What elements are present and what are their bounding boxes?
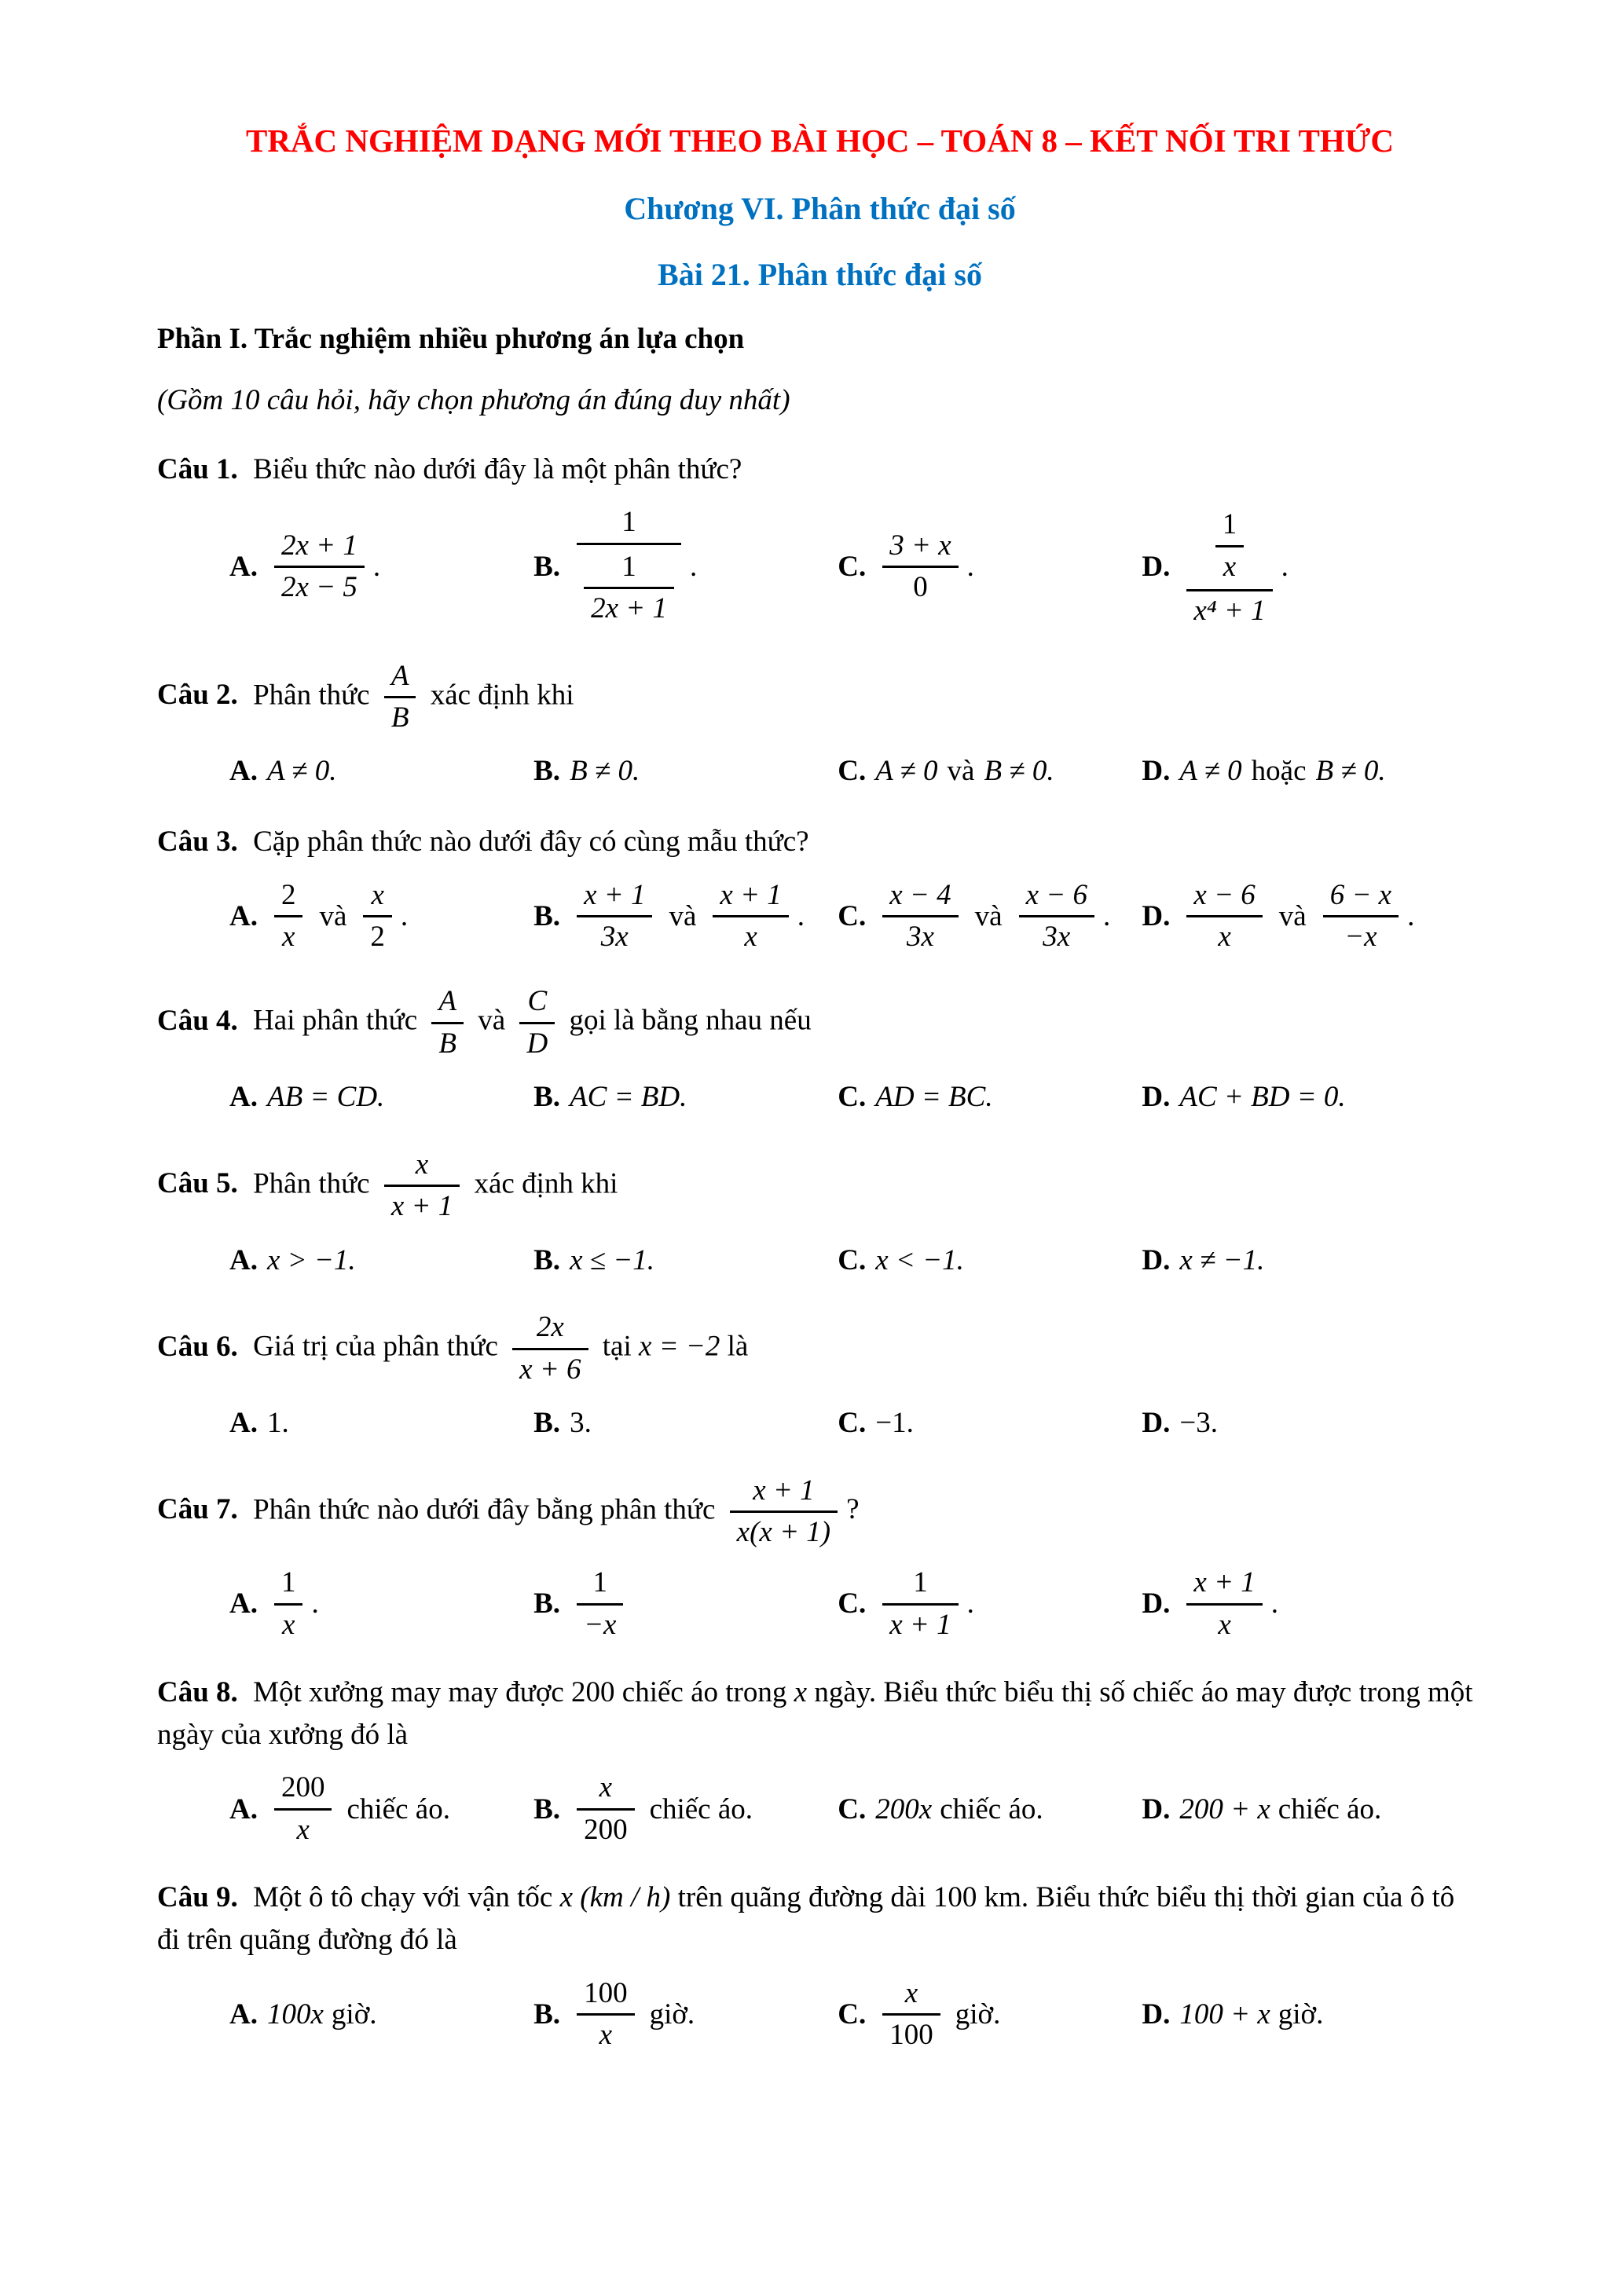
option-label: B. [533, 551, 561, 584]
frac-denominator: x [1215, 545, 1245, 585]
q5-option-a [229, 1240, 533, 1282]
fraction [882, 528, 958, 606]
question-label: Câu 1. [157, 452, 238, 485]
question-math: x (km / h) [559, 1881, 671, 1914]
option-suffix: . [400, 899, 409, 932]
option-label: C. [838, 899, 867, 932]
option-text: 200x [875, 1792, 933, 1825]
q6-option-d [1142, 1402, 1483, 1445]
frac-denominator: 100 [882, 2013, 940, 2053]
frac-numerator: 6 − x [1329, 878, 1392, 911]
q6-option-a [229, 1402, 533, 1445]
option-label: D. [1142, 1998, 1171, 2031]
option-label: C. [838, 1587, 867, 1620]
frac-denominator: x + 1 [384, 1185, 460, 1225]
frac-numerator: 1 [280, 1566, 296, 1599]
option-suffix: giờ. [331, 1998, 377, 2031]
option-label: B. [533, 1243, 561, 1276]
fraction [1186, 1565, 1262, 1643]
option-suffix: chiếc áo. [940, 1792, 1043, 1825]
q7-option-b [533, 1565, 838, 1643]
option-label: C. [838, 551, 867, 584]
section-note: (Gồm 10 câu hỏi, hãy chọn phương án đúng duy nhất) [157, 384, 790, 417]
frac-numerator: x − 6 [1025, 878, 1087, 911]
frac-denominator: x⁴ + 1 [1186, 589, 1272, 629]
q1-option-d [1142, 504, 1483, 629]
fraction [363, 877, 392, 956]
q1-option-c [838, 528, 1142, 606]
fraction [713, 877, 788, 956]
question-text: Phân thức [253, 1167, 370, 1200]
frac-denominator: D [519, 1022, 555, 1062]
q8-options [157, 1770, 1483, 1848]
frac-denominator: 200 [577, 1808, 635, 1848]
frac-numerator: 2 [280, 878, 296, 911]
frac-numerator: 1 [913, 1566, 928, 1599]
option-text: và [947, 755, 975, 788]
option-label: B. [533, 755, 561, 788]
option-label: C. [838, 1243, 867, 1276]
q4-option-a [229, 1076, 533, 1119]
frac-numerator: 1 [621, 550, 636, 583]
q5-option-b [533, 1240, 838, 1282]
q2-option-b [533, 750, 838, 793]
question-text: ? [846, 1493, 860, 1526]
question-label: Câu 9. [157, 1881, 238, 1914]
question-text: Giá trị của phân thức [253, 1330, 498, 1363]
option-suffix: . [1281, 551, 1289, 584]
option-text: B ≠ 0. [1315, 755, 1386, 788]
question-5 [157, 1147, 1483, 1225]
frac-denominator: x [1186, 915, 1262, 955]
option-label: C. [838, 1081, 867, 1114]
option-label: A. [229, 1998, 258, 2031]
q6-option-c [838, 1402, 1142, 1445]
frac-denominator [577, 543, 681, 630]
frac-denominator: 3x [1019, 915, 1094, 955]
option-suffix: giờ. [649, 1998, 695, 2031]
question-label: Câu 4. [157, 1004, 238, 1037]
option-suffix: . [311, 1587, 319, 1620]
frac-numerator: x − 6 [1193, 878, 1256, 911]
frac-numerator: 1 [621, 506, 636, 539]
question-text: là [727, 1330, 749, 1363]
frac-numerator: x − 4 [889, 878, 951, 911]
frac-numerator: x + 1 [1193, 1566, 1256, 1599]
option-text: AB = CD. [266, 1081, 385, 1114]
option-label: A. [229, 899, 258, 932]
q3-option-d [1142, 877, 1483, 956]
frac-denominator: −x [1323, 915, 1399, 955]
question-9 [157, 1877, 1483, 1961]
frac-numerator [1186, 504, 1272, 589]
option-label: A. [229, 551, 258, 584]
question-text: gọi là bằng nhau nếu [569, 1004, 812, 1037]
q2-option-d [1142, 750, 1483, 793]
option-suffix: . [797, 899, 805, 932]
fraction [431, 983, 464, 1062]
option-text: 200 + x [1179, 1792, 1270, 1825]
frac-denominator: x [274, 1808, 332, 1848]
q3-option-a [229, 877, 533, 956]
option-label: A. [229, 1407, 258, 1439]
fraction [577, 504, 681, 629]
frac-numerator: A [390, 659, 409, 692]
option-text: AD = BC. [875, 1081, 993, 1114]
fraction [882, 1976, 940, 2054]
option-suffix: giờ. [1278, 1998, 1324, 2031]
option-text: −3. [1179, 1407, 1219, 1439]
frac-numerator: x + 1 [753, 1474, 815, 1507]
option-label: B. [533, 1998, 561, 2031]
section-heading: Phần I. Trắc nghiệm nhiều phương án lựa chọn [157, 323, 745, 356]
frac-numerator: x [599, 1771, 613, 1804]
frac-denominator: x + 1 [882, 1603, 958, 1643]
option-text: hoặc [1251, 755, 1307, 788]
option-label: D. [1142, 899, 1171, 932]
option-label: B. [533, 1081, 561, 1114]
fraction [274, 1770, 332, 1848]
frac-denominator: 0 [882, 566, 958, 606]
option-suffix: . [966, 551, 974, 584]
option-label: D. [1142, 1407, 1171, 1439]
question-label: Câu 8. [157, 1676, 238, 1709]
option-label: C. [838, 1792, 867, 1825]
option-text: x > −1. [266, 1243, 356, 1276]
frac-denominator: 3x [577, 915, 652, 955]
frac-denominator: x [577, 2013, 635, 2053]
question-text: và [478, 1004, 506, 1037]
q8-option-a [229, 1770, 533, 1848]
q3-option-c [838, 877, 1142, 956]
fraction [384, 1147, 460, 1225]
option-suffix: . [372, 551, 381, 584]
frac-numerator: A [438, 985, 457, 1018]
question-text: tại [602, 1330, 632, 1363]
option-text: và [319, 899, 347, 932]
fraction [274, 877, 303, 956]
option-text: 100x [266, 1998, 324, 2031]
option-text: B ≠ 0. [984, 755, 1054, 788]
question-label: Câu 2. [157, 678, 238, 711]
question-text: ngày. Biểu thức biểu thị số chiếc áo may được trong một ngày của xưởng đó là [157, 1676, 1473, 1751]
q2-option-c [838, 750, 1142, 793]
frac-numerator: 200 [280, 1771, 325, 1804]
q3-options [157, 877, 1483, 956]
option-label: C. [838, 1998, 867, 2031]
question-4 [157, 983, 1483, 1062]
option-text: −1. [875, 1407, 914, 1439]
option-label: D. [1142, 1792, 1171, 1825]
question-label: Câu 3. [157, 825, 238, 858]
option-text: AC + BD = 0. [1179, 1081, 1346, 1114]
option-label: D. [1142, 551, 1171, 584]
question-math: x = −2 [639, 1330, 720, 1363]
q8-option-c [838, 1789, 1142, 1831]
option-suffix: chiếc áo. [1278, 1792, 1382, 1825]
q9-option-d [1142, 1994, 1483, 2036]
option-label: A. [229, 1792, 258, 1825]
option-label: C. [838, 1407, 867, 1439]
q2-option-a [229, 750, 533, 793]
q6-options [157, 1402, 1483, 1445]
q5-option-d [1142, 1240, 1483, 1282]
option-label: C. [838, 755, 867, 788]
q7-options [157, 1565, 1483, 1643]
frac-denominator: 3x [882, 915, 958, 955]
question-text: trên quãng đường dài 100 km. Biểu thức biểu thị thời gian của ô tô đi trên quãng đường đó là [157, 1881, 1455, 1956]
frac-denominator: x [274, 1603, 303, 1643]
nested-fraction [584, 549, 674, 628]
option-label: B. [533, 1587, 561, 1620]
q7-option-d [1142, 1565, 1483, 1643]
question-text: Hai phân thức [253, 1004, 418, 1037]
option-label: D. [1142, 1081, 1171, 1114]
frac-denominator: x [1186, 1603, 1262, 1643]
question-text: Một xưởng may may được 200 chiếc áo trong [253, 1676, 787, 1709]
option-suffix: . [1407, 899, 1415, 932]
q4-option-c [838, 1076, 1142, 1119]
option-label: B. [533, 1407, 561, 1439]
q9-option-b [533, 1976, 838, 2054]
option-label: A. [229, 1081, 258, 1114]
question-text: Biểu thức nào dưới đây là một phân thức? [253, 452, 742, 485]
q1-option-b [533, 504, 838, 629]
question-text: xác định khi [430, 678, 574, 711]
option-text: x ≤ −1. [570, 1243, 655, 1276]
question-text: Một ô tô chạy với vận tốc [253, 1881, 553, 1914]
frac-numerator: C [527, 985, 548, 1018]
q3-option-b [533, 877, 838, 956]
option-label: A. [229, 1243, 258, 1276]
q8-option-d [1142, 1789, 1483, 1831]
q1-options [157, 504, 1483, 629]
frac-numerator: x + 1 [720, 878, 782, 911]
q7-option-c [838, 1565, 1142, 1643]
chapter-title: Chương VI. Phân thức đại số [624, 191, 1016, 227]
option-suffix: giờ. [955, 1998, 1001, 2031]
option-label: D. [1142, 1243, 1171, 1276]
fraction [577, 1565, 623, 1643]
option-label: A. [229, 1587, 258, 1620]
q4-options [157, 1076, 1483, 1119]
fraction [1323, 877, 1399, 956]
doc-title: TRẮC NGHIỆM DẠNG MỚI THEO BÀI HỌC – TOÁN 8 – KẾT NỐI TRI THỨC [245, 123, 1395, 159]
frac-denominator: x + 6 [512, 1348, 588, 1388]
lesson-title: Bài 21. Phân thức đại số [658, 257, 982, 293]
question-math: x [794, 1676, 808, 1709]
fraction [577, 1976, 635, 2054]
q5-option-c [838, 1240, 1142, 1282]
option-text: 1. [266, 1407, 289, 1439]
question-label: Câu 7. [157, 1493, 238, 1526]
frac-denominator: x [713, 915, 788, 955]
fraction [577, 1770, 635, 1848]
option-label: B. [533, 1792, 561, 1825]
nested-fraction [1215, 507, 1245, 585]
fraction [882, 877, 958, 956]
fraction [519, 983, 555, 1062]
question-text: Cặp phân thức nào dưới đây có cùng mẫu thức? [253, 825, 809, 858]
q9-options [157, 1976, 1483, 2054]
frac-numerator: x [415, 1148, 429, 1181]
option-text: 3. [570, 1407, 592, 1439]
fraction [274, 1565, 303, 1643]
frac-denominator: 2 [363, 915, 392, 955]
option-text: x ≠ −1. [1179, 1243, 1265, 1276]
option-text: A ≠ 0 [1179, 755, 1242, 788]
option-text: 100 + x [1179, 1998, 1270, 2031]
worksheet-page [157, 118, 1483, 2053]
option-suffix: . [1270, 1587, 1279, 1620]
q4-option-b [533, 1076, 838, 1119]
q9-option-a [229, 1994, 533, 2036]
question-label: Câu 5. [157, 1167, 238, 1200]
frac-numerator: 1 [1222, 508, 1237, 541]
q5-options [157, 1240, 1483, 1282]
question-3 [157, 821, 1483, 863]
frac-denominator: B [384, 696, 416, 736]
frac-numerator: 2x + 1 [280, 529, 357, 562]
question-8 [157, 1672, 1483, 1756]
frac-denominator: 2x − 5 [274, 566, 365, 606]
option-text: và [1278, 899, 1307, 932]
fraction [1186, 504, 1272, 629]
frac-denominator: B [431, 1022, 464, 1062]
option-text: A ≠ 0 [875, 755, 938, 788]
frac-numerator: x + 1 [584, 878, 646, 911]
option-text: AC = BD. [570, 1081, 687, 1114]
option-label: D. [1142, 1587, 1171, 1620]
option-suffix: . [966, 1587, 974, 1620]
fraction [730, 1473, 838, 1551]
question-label: Câu 6. [157, 1330, 238, 1363]
option-text: B ≠ 0. [570, 755, 640, 788]
option-suffix: chiếc áo. [649, 1792, 753, 1825]
question-text: xác định khi [474, 1167, 618, 1200]
option-label: D. [1142, 755, 1171, 788]
option-label: B. [533, 899, 561, 932]
q9-option-c [838, 1976, 1142, 2054]
question-text: Phân thức [253, 678, 370, 711]
option-text: A ≠ 0. [266, 755, 337, 788]
option-label: A. [229, 755, 258, 788]
fraction [384, 658, 416, 737]
option-suffix: . [689, 551, 698, 584]
frac-numerator: 2x [536, 1311, 564, 1344]
frac-numerator: x [904, 1976, 918, 2009]
q6-option-b [533, 1402, 838, 1445]
frac-denominator: x [274, 915, 303, 955]
frac-numerator: 3 + x [889, 529, 951, 562]
frac-numerator: x [371, 878, 384, 911]
fraction [274, 528, 365, 606]
frac-denominator: 2x + 1 [584, 587, 674, 627]
frac-numerator: 100 [584, 1976, 628, 2009]
option-suffix: . [1102, 899, 1111, 932]
fraction [577, 877, 652, 956]
q7-option-a [229, 1565, 533, 1643]
option-text: x < −1. [875, 1243, 964, 1276]
q2-options [157, 750, 1483, 793]
option-text: và [974, 899, 1003, 932]
option-suffix: chiếc áo. [346, 1792, 450, 1825]
frac-denominator: x(x + 1) [730, 1511, 838, 1551]
question-7 [157, 1473, 1483, 1551]
frac-denominator: −x [577, 1603, 623, 1643]
question-6 [157, 1309, 1483, 1388]
frac-numerator: 1 [592, 1566, 607, 1599]
q4-option-d [1142, 1076, 1483, 1119]
fraction [1019, 877, 1094, 956]
fraction [512, 1309, 588, 1388]
fraction [882, 1565, 958, 1643]
q1-option-a [229, 528, 533, 606]
question-text: Phân thức nào dưới đây bằng phân thức [253, 1493, 716, 1526]
question-2 [157, 658, 1483, 737]
question-1 [157, 449, 1483, 491]
option-text: và [669, 899, 697, 932]
fraction [1186, 877, 1262, 956]
q8-option-b [533, 1770, 838, 1848]
